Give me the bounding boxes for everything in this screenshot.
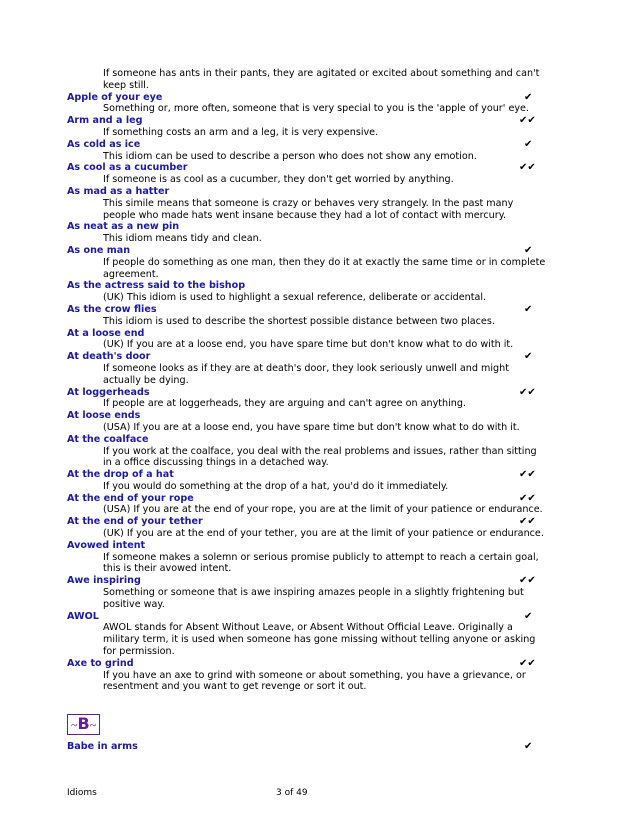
idiom-definition: Something or someone that is awe inspiring amazes people in a slightly frightening but positive way. (103, 587, 524, 610)
idiom-entry (67, 516, 547, 540)
idiom-term: At loose ends (67, 410, 141, 422)
section-b (67, 714, 547, 752)
checkmark-icon: ✔✔ (519, 386, 536, 398)
idiom-definition: This idiom means tidy and clean. (103, 233, 262, 245)
section-letter: B (77, 714, 90, 733)
idiom-definition: (UK) This idiom is used to highlight a sexual reference, deliberate or accidental. (103, 292, 487, 304)
idiom-term: Avowed intent (67, 539, 146, 551)
checkmark-icon: ✔✔ (519, 469, 536, 481)
idiom-definition: If someone has ants in their pants, they are agitated or excited about something and can't keep still. (103, 68, 540, 91)
idiom-entry-babe-in-arms (67, 741, 547, 753)
idiom-term: At death's door (67, 351, 151, 363)
checkmark-icon: ✔ (524, 610, 533, 622)
checkmark-icon: ✔ (524, 244, 533, 256)
checkmark-icon: ✔✔ (519, 575, 536, 587)
idiom-entry (67, 328, 547, 352)
idiom-entry (67, 469, 547, 493)
checkmark-icon: ✔✔ (519, 516, 536, 528)
idiom-definition: If people are at loggerheads, they are arguing and can't agree on anything. (103, 398, 466, 410)
idiom-entry (67, 658, 547, 693)
idiom-definition: If something costs an arm and a leg, it is very expensive. (103, 126, 379, 138)
idiom-entry (67, 493, 547, 517)
checkmark-icon: ✔ (524, 351, 533, 363)
idiom-term: As the actress said to the bishop (67, 280, 246, 292)
idiom-term: AWOL (67, 610, 99, 622)
idiom-definition: If you work at the coalface, you deal with the real problems and issues, rather than sitting in a office discussing things in a detached way. (103, 445, 537, 469)
idiom-term: At the end of your rope (67, 492, 194, 504)
idiom-entry (67, 351, 547, 386)
idiom-entry (67, 186, 547, 221)
idiom-term: Arm and a leg (67, 115, 143, 127)
page-number: 3 of 49 (276, 788, 308, 798)
checkmark-icon: ✔ (524, 91, 533, 103)
idiom-term: As neat as a new pin (67, 221, 180, 233)
idiom-term: At the drop of a hat (67, 469, 174, 481)
idiom-entry (67, 611, 547, 658)
section-heading (67, 714, 100, 735)
idiom-definition: If you have an axe to grind with someone or about something, you have a grievance, or resentment and you want to get revenge or sort it out. (103, 669, 526, 693)
checkmark-icon: ✔✔ (519, 115, 536, 127)
footer-title: Idioms (67, 788, 97, 798)
idiom-term: As cold as ice (67, 138, 141, 150)
idiom-term: At loggerheads (67, 386, 150, 398)
idiom-definition: Something or, more often, someone that is very special to you is the 'apple of your' eye. (103, 103, 529, 115)
idiom-term: Babe in arms (67, 741, 138, 752)
idiom-definition: If someone is as cool as a cucumber, they don't get worried by anything. (103, 174, 454, 186)
idiom-definition: If you would do something at the drop of a hat, you'd do it immediately. (103, 480, 449, 492)
idiom-definition: This simile means that someone is crazy or behaves very strangely. In the past many people who made hats went insane because they had a lot of contact with mercury. (103, 197, 514, 221)
idiom-entry (67, 280, 547, 304)
idiom-list (67, 68, 547, 693)
idiom-definition: (USA) If you are at the end of your rope, you are at the limit of your patience or endurance. (103, 504, 543, 516)
idiom-definition: This idiom is used to describe the shortest possible distance between two places. (103, 315, 495, 327)
idiom-entry (67, 540, 547, 575)
checkmark-icon: ✔ (524, 138, 533, 150)
idiom-entry (67, 92, 547, 116)
idiom-term: As the crow flies (67, 303, 157, 315)
idiom-entry (67, 575, 547, 610)
idiom-term: Axe to grind (67, 657, 134, 669)
idiom-term: As cool as a cucumber (67, 162, 188, 174)
idiom-definition: This idiom can be used to describe a person who does not show any emotion. (103, 150, 477, 162)
idiom-entry (67, 387, 547, 411)
checkmark-icon: ✔ (524, 303, 533, 315)
idiom-term: As mad as a hatter (67, 185, 170, 197)
idiom-definition: If someone makes a solemn or serious promise publicly to attempt to reach a certain goal, this is their avowed intent. (103, 551, 539, 575)
idiom-term: At the coalface (67, 433, 149, 445)
idiom-definition: If someone looks as if they are at death's door, they look seriously unwell and might actually be dying. (103, 362, 509, 386)
checkmark-icon: ✔✔ (519, 492, 536, 504)
idiom-definition: (UK) If you are at the end of your tether, you are at the limit of your patience or endurance. (103, 528, 544, 540)
idiom-term: As one man (67, 244, 131, 256)
idiom-term: At the end of your tether (67, 516, 203, 528)
intro-entry (67, 68, 547, 92)
idiom-entry (67, 245, 547, 280)
section-tilde-right: ~ (89, 718, 97, 732)
idiom-term: At a loose end (67, 327, 145, 339)
idiom-entry (67, 139, 547, 163)
idiom-entry (67, 434, 547, 469)
idiom-entry (67, 162, 547, 186)
idiom-term: Apple of your eye (67, 91, 163, 103)
idiom-definition: (USA) If you are at a loose end, you have spare time but don't know what to do with it. (103, 421, 520, 433)
idiom-entry (67, 410, 547, 434)
checkmark-icon: ✔ (524, 741, 533, 752)
checkmark-icon: ✔✔ (519, 657, 536, 669)
idiom-entry (67, 115, 547, 139)
checkmark-icon: ✔✔ (519, 162, 536, 174)
idiom-entry (67, 221, 547, 245)
idiom-definition: (UK) If you are at a loose end, you have spare time but don't know what to do with it. (103, 339, 514, 351)
idiom-term: Awe inspiring (67, 575, 141, 587)
idiom-entry (67, 304, 547, 328)
idiom-definition: If people do something as one man, then they do it at exactly the same time or in complete agreement. (103, 256, 546, 280)
section-tilde-left: ~ (71, 718, 78, 732)
idiom-definition: AWOL stands for Absent Without Leave, or Absent Without Official Leave. Originally a military term, it is used when someone has gone missing without telling anyone or asking for permission. (103, 622, 536, 658)
